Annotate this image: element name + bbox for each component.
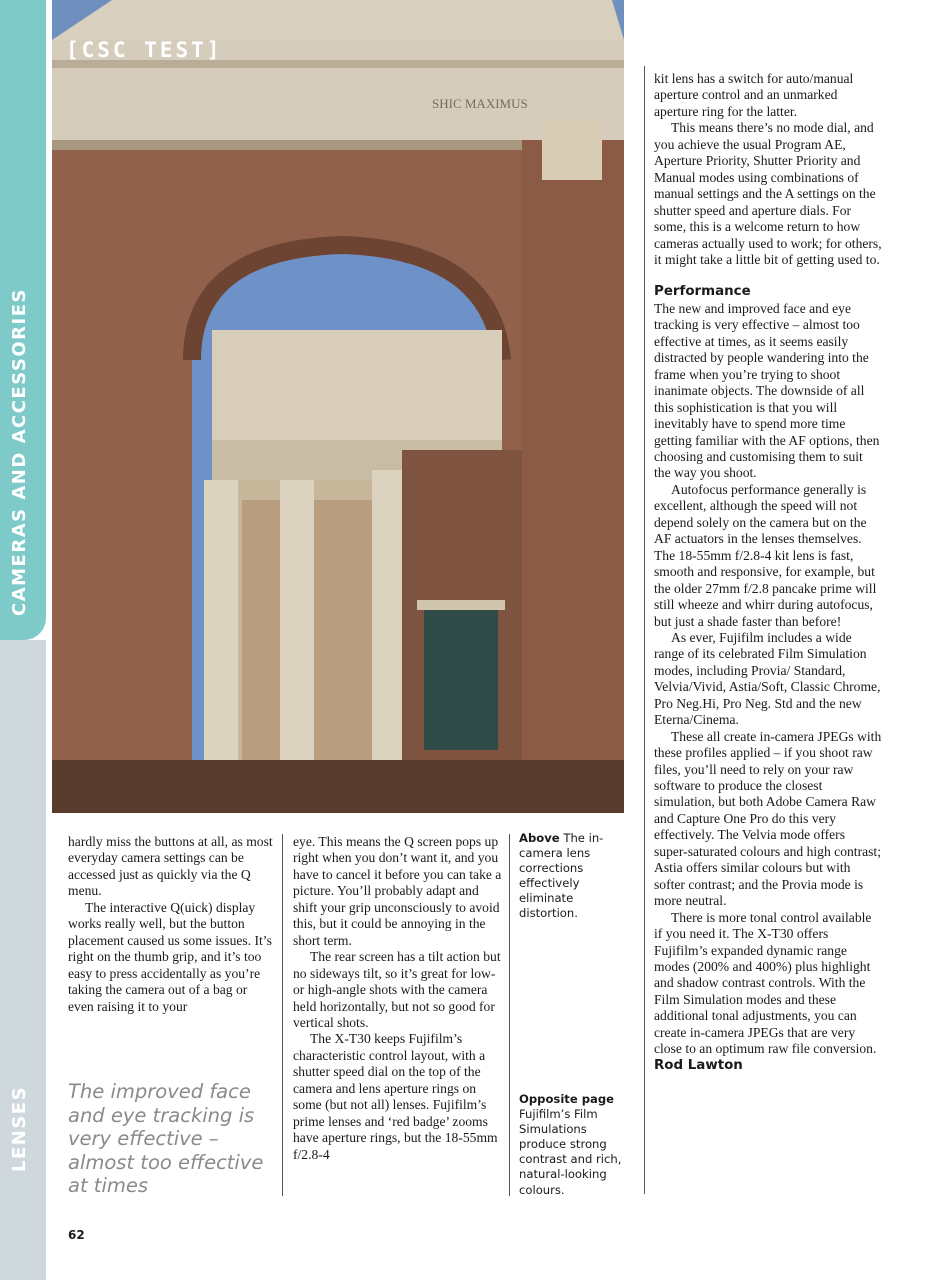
paragraph: There is more tonal control available if you need it. The X-T30 offers Fujifilm’s expanded dynamic range modes (200% and 400%) plus highlight and shadow contrast controls. With the Film Simulation modes and these additional tonal adjustments, you can create in-camera JPEGs that are very close to an optimum raw file conversion. (654, 909, 877, 1057)
paragraph: This means there’s no mode dial, and you achieve the usual Program AE, Aperture Priority, Shutter Priority and Manual modes using combinations of manual settings and the A settings on the shutter speed and aperture dials. For some, this is a welcome return to how cameras actually used to work; for others, it might take a little bit of getting used to. (654, 120, 882, 267)
column-d (654, 71, 882, 1074)
column-divider (644, 66, 645, 1194)
paragraph: These all create in-camera JPEGs with these profiles applied – if you shoot raw files, you’ll need to rely on your raw software to produce the closest simulation, but both Adobe Camera Raw and Capture One Pro do this very effectively. The Velvia mode offers super-saturated colours and high contrast; Astia offers similar colours but with softer contrast; and the Provia mode is more neutral. (654, 728, 882, 909)
page-number: 62 (68, 1228, 85, 1242)
paragraph: eye. This means the Q screen pops up right when you don’t want it, and you have to cancel it before you can take a picture. You’ll probably adapt and shift your grip unconsciously to avoid this, but it could be annoying in the short term. (293, 834, 502, 948)
csc-test-tag: [CSC TEST] (66, 38, 223, 62)
author-byline: Rod Lawton (654, 1057, 743, 1073)
paragraph: The interactive Q(uick) display works really well, but the button placement caused us some issues. It’s right on the thumb grip, and it’s too easy to press accidentally as you’re taking the camera out of a bag or even raising it to your (68, 899, 272, 1014)
paragraph: hardly miss the buttons at all, as most everyday camera settings can be accessed just as quickly via the Q menu. (68, 834, 273, 899)
paragraph: Autofocus performance generally is excellent, although the speed will not depend solely on the camera but on the AF actuators in the lenses themselves. The 18-55mm f/2.8-4 kit lens is fast, smooth and responsive, for example, but the older 27mm f/2.8 pancake prime will still wheeze and whirr during autofocus, but just a shade faster than before! (654, 481, 877, 629)
caption-opposite-page (519, 1092, 635, 1198)
column-b (293, 834, 503, 1163)
caption-text: Fujifilm’s Film Simulations produce strong contrast and rich, natural-looking colours. (519, 1107, 622, 1197)
section-label-lenses: LENSES (9, 1085, 30, 1172)
pull-quote: The improved face and eye tracking is very effective – almost too effective at times (68, 1080, 264, 1198)
paragraph: The X-T30 keeps Fujifilm’s characteristic control layout, with a shutter speed dial on the top of the camera and lens aperture rings on some (but not all) lenses. Fujifilm’s prime lenses and ‘red badge’ zooms have aperture rings, but the 18-55mm f/2.8-4 (293, 1031, 498, 1162)
column-a (68, 834, 276, 1015)
hero-photo (52, 0, 624, 813)
paragraph: The rear screen has a tilt action but no sideways tilt, so it’s great for low- or high-angle shots with the camera held horizontally, but not so good for vertical shots. (293, 949, 501, 1030)
caption-text: The in-camera lens corrections effectively eliminate distortion. (519, 831, 604, 921)
section-tab-lenses (0, 640, 46, 1280)
subheading-performance: Performance (654, 284, 751, 300)
column-divider (509, 834, 510, 1196)
paragraph: The new and improved face and eye tracking is very effective – almost too effective at times, as it seems easily distracted by people wandering into the frame when you’re trying to shoot inanimate objects. The downside of all this sophistication is that you will inevitably have to spend more time getting familiar with the AF options, then choosing and customising them to suit the way you shoot. (654, 300, 880, 481)
column-divider (282, 834, 283, 1196)
caption-above (519, 831, 635, 922)
caption-lead: Opposite page (519, 1092, 615, 1106)
ruined-arch-illustration (52, 0, 624, 813)
svg-text:SHIC MAXIMUS: SHIC MAXIMUS (432, 96, 528, 111)
paragraph: kit lens has a switch for auto/manual aperture control and an unmarked aperture ring for the latter. (654, 71, 854, 119)
caption-lead: Above (519, 831, 560, 845)
paragraph: As ever, Fujifilm includes a wide range of its celebrated Film Simulation modes, including Provia/ Standard, Velvia/Vivid, Astia/Soft, Classic Chrome, Pro Neg.Hi, Pro Neg. Std and the new Eterna/Cinema. (654, 629, 881, 728)
section-label-cameras: CAMERAS AND ACCESSORIES (9, 288, 30, 616)
